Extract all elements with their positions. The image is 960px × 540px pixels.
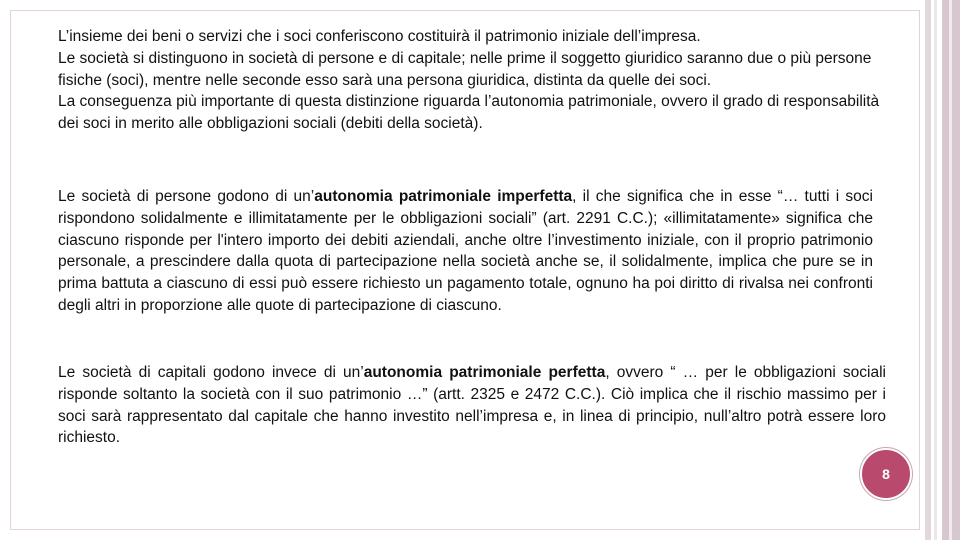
paragraph-text: , il che significa che in esse “… tutti i soci rispondono solidalmente e illimitatamente per le obbligazioni sociali” (art. 2291 C.C.); «illimitatamente» significa che ciascuno risponde per l'intero importo dei debiti aziendali, anche oltre l’investimento iniziale, con il proprio patrimonio personale, a prescindere dalla quota di partecipazione nella società anche se, il solidalmente, implica che pure se in prima battuta a ciascuno di essi può essere richiesto un pagamento totale, ognuno ha poi diritto di rivalsa nei confronti degli altri in proporzione alle quote di partecipazione di ciascuno. <box>58 188 873 314</box>
paragraph-line: L’insieme dei beni o servizi che i soci conferiscono costituirà il patrimonio iniziale dell’impresa. <box>58 28 701 45</box>
decorative-stripe <box>934 0 937 540</box>
paragraph-text: Le società di persone godono di un’ <box>58 188 315 205</box>
paragraph-line: La conseguenza più importante di questa distinzione riguarda l’autonomia patrimoniale, ovvero il grado di responsabilità dei soci in merito alle obbligazioni sociali (debiti della società). <box>58 93 880 133</box>
decorative-stripe <box>949 0 952 540</box>
paragraph-text: , ovvero “ … per le obbligazioni sociali risponde soltanto la società con il suo patrimonio …” (artt. 2325 e 2472 C.C.). Ciò implica che il rischio massimo per i soci sarà rappresentato dal capitale che hanno investito nell’impresa e, in linea di principio, null’altro potrà essere loro richiesto. <box>58 364 886 447</box>
paragraph-societa-capitali <box>58 362 886 449</box>
decorative-stripe <box>925 0 931 540</box>
paragraph-intro <box>58 26 888 135</box>
emphasis-text: autonomia patrimoniale imperfetta <box>314 188 573 205</box>
emphasis-text: autonomia patrimoniale perfetta <box>363 364 606 381</box>
paragraph-line: Le società si distinguono in società di persone e di capitale; nelle prime il soggetto giuridico saranno due o più persone fisiche (soci), mentre nelle seconde esso sarà una persona giuridica, distinta da quelle dei soci. <box>58 49 872 89</box>
paragraph-text: Le società di capitali godono invece di un’ <box>58 364 364 381</box>
paragraph-societa-persone <box>58 186 873 317</box>
page-number-badge: 8 <box>860 448 912 500</box>
